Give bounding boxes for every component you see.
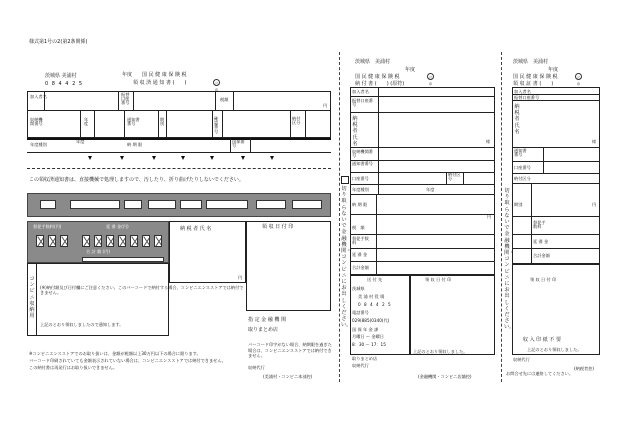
p3-received-note: 上記のとおり領収しました。 — [527, 347, 582, 352]
p2-r-postal: 0 8 4 4 2 5 — [358, 302, 392, 307]
p2-footer: (金融機関・コンビニ店舗控) — [418, 374, 472, 379]
p3-doc-title: 領 収 証 書 ( ) — [513, 81, 554, 87]
p2-r-address: 茨城県 — [352, 286, 365, 291]
grid-divider — [250, 138, 251, 153]
p2-address: 茨城県 美浦村 — [355, 59, 391, 65]
p2-agency: 取りまとめ店 — [352, 356, 378, 361]
perforation-line — [27, 168, 331, 169]
p3-year: 年度 — [548, 67, 559, 73]
grid-rule — [512, 248, 600, 249]
p2-subscriber-label: 加入者名 — [352, 89, 369, 94]
grid-rule — [512, 173, 600, 174]
p2-doc-title: 納 付 書 ( ) (原符) — [355, 81, 405, 87]
grid-rule — [27, 110, 331, 111]
transfer-fee-label: 督促手数料(円) — [33, 224, 62, 229]
amount-digit — [106, 235, 114, 247]
grid-divider — [118, 91, 119, 110]
grid-divider — [124, 110, 125, 138]
notice-no-label: 通知書番号 — [127, 117, 140, 127]
grid-thick-rule — [27, 138, 331, 140]
p3-account-label: 口座番号 — [514, 165, 531, 170]
grid-divider — [80, 110, 81, 138]
grid-divider — [446, 172, 447, 184]
received-note: 上記のとおり領収しましたので通知します。 — [40, 322, 124, 327]
footnote: ※コンビニエンスストアでのお取り扱いは、金額が税額以上30万円以下の場合に限ります。 — [29, 351, 201, 356]
footnote: この納付書は再発行はお取り扱いできません。 — [29, 365, 118, 370]
p2-taxpayer-label: 納 税 者 氏 名 — [352, 116, 358, 147]
p3-transfer-label: 振替口座番号 — [514, 95, 540, 100]
cut-mark-triangle — [120, 156, 124, 160]
grid-rule — [350, 172, 495, 173]
p3-taxpayer-label: 納 税 者 氏 名 — [514, 104, 520, 135]
payer-postal: 0 8 4 4 2 5 — [45, 81, 84, 87]
ocr-cell — [40, 200, 56, 209]
amount-digit — [94, 235, 102, 247]
p2-receipt-label: 領 収 日 付 印 — [425, 277, 452, 282]
cut-mark-triangle — [152, 156, 156, 160]
period-label: 期別 — [160, 117, 165, 127]
p3-fee-label: 督促手数料 — [533, 220, 546, 230]
bank-no-label: 収納機関番号 — [30, 117, 43, 127]
p2-bank-label: 収納機関番号 — [352, 149, 373, 159]
p2-r-hours-title: 国 保 年 金 課 — [352, 327, 379, 332]
grid-rule — [350, 261, 495, 262]
amount-digit — [36, 235, 44, 247]
p2-year: 年度 — [405, 67, 416, 73]
p2-r-office: 美 浦 村 役 場 — [358, 294, 385, 299]
p2-r-phone-no: 029(885)0340(代) — [352, 318, 390, 323]
subscriber-label: 加入者名 — [30, 94, 47, 99]
grid-divider — [305, 110, 306, 138]
grid-rule — [350, 214, 495, 215]
ocr-cell — [70, 200, 120, 209]
delay-label: 延 滞 金(円) — [106, 224, 129, 229]
grid-rule — [512, 100, 600, 101]
barcode-note-2: バーコード印字がない場合、納期限を過ぎた場合は、コンビニエンスストアでは納付できません。 — [248, 342, 332, 359]
cut-mark-triangle — [241, 156, 245, 160]
p2-delay-label: 延 滞 金 — [352, 252, 368, 257]
p2-due-label: 納 期 限 — [352, 202, 368, 207]
payer-name-label: 納 税 者 氏 名 — [180, 226, 212, 232]
footnote: バーコード印刷されていても金額表示されていない場合は、コンビニエンスストアでは納付できません。 — [29, 358, 226, 363]
p2-receipt-box — [410, 275, 495, 355]
grid-divider — [36, 263, 37, 336]
cut-mark-triangle — [181, 156, 185, 160]
p2-small-box — [341, 176, 349, 184]
grid-rule — [350, 112, 495, 113]
payer-name-yen: 円 — [238, 275, 243, 280]
cut-line — [339, 52, 340, 382]
grid-divider — [290, 110, 291, 138]
p2-year-type-label: 年度種別 — [352, 187, 369, 192]
panel1-footer: (美浦村・コンビニ本部控) — [263, 374, 313, 379]
notice-title: 領 収 済 通 知 書 ( ) — [133, 80, 187, 86]
category-label: 納付区分 — [292, 116, 301, 126]
ocr-cell — [124, 200, 142, 209]
p3-receipt-label: 領 収 日 付 印 — [530, 277, 557, 282]
p2-transfer-label: 振替口座番号 — [352, 98, 373, 108]
grid-divider — [233, 91, 234, 110]
grid-rule — [512, 183, 600, 184]
p2-r-phone: 電話番号 — [352, 310, 369, 315]
grid-divider — [543, 147, 544, 173]
p2-grid — [350, 87, 495, 275]
p2-notice-label: 通知書番号 — [352, 161, 373, 166]
grid-rule — [512, 216, 600, 217]
grid-divider — [531, 183, 532, 264]
p2-sama: 様 — [486, 139, 491, 144]
cut-line — [501, 52, 502, 382]
p2-r-hours: 月曜日 ～ 金曜日 — [352, 334, 384, 339]
p2-total-label: 合計金額 — [352, 265, 369, 270]
p3-tax-yen: 円 — [592, 202, 597, 207]
p2-r-time: 8：30 ～ 17：15 — [352, 342, 386, 347]
grid-divider — [158, 110, 159, 138]
p3-delay-label: 延 滞 金 — [533, 239, 549, 244]
p2-fee-label: 督促手数料 — [352, 236, 369, 246]
grid-rule — [350, 234, 495, 235]
grid-rule — [350, 248, 495, 249]
p3-footnote: お問合せ先には連絡してください。 — [506, 371, 574, 376]
grid-rule — [350, 184, 495, 185]
total-digits — [82, 257, 164, 262]
p3-footer: (納税者控) — [574, 366, 595, 371]
grid-rule — [27, 152, 331, 153]
transfer-no-label: 振替口座番号 — [121, 92, 130, 106]
ocr-cell — [180, 200, 202, 209]
tax-yen: 円 — [323, 103, 328, 108]
p3-vertical-note: 切り取らないで金融機関・コンビニにお出しください。 — [504, 188, 515, 331]
p3-address: 茨城県 美浦村 — [513, 59, 549, 65]
p3-sama: 様 — [592, 139, 597, 144]
ocr-cell — [292, 200, 322, 209]
receipt-date-label: 領 収 日 付 印 — [262, 224, 294, 230]
cvs-vertical-label: コンビニ収納用 — [29, 276, 35, 320]
p3-subscriber-label: 加入者名 — [514, 89, 531, 94]
grid-divider — [94, 110, 95, 138]
p3-period-label: 期別 — [514, 202, 523, 207]
receipt-date-box — [246, 221, 331, 311]
fiscal-year: 年度 — [122, 72, 133, 78]
cut-mark-triangle — [210, 156, 214, 160]
p3-tax-name: 国 民 健 康 保 険 税 — [513, 74, 558, 80]
designated-bank-label: 指 定 金 融 機 関 — [248, 317, 286, 323]
cut-mark-triangle — [88, 156, 92, 160]
confirm-no-label: 確認番号 — [214, 116, 219, 134]
amount-digit — [142, 235, 150, 247]
p2-recipient-label: 送 付 先 — [367, 277, 383, 282]
p2-account-label: 口座番号 — [352, 176, 369, 181]
amount-digit — [154, 235, 162, 247]
grid-divider — [222, 110, 223, 138]
p2-agent: 収納代行 — [352, 363, 369, 368]
grid-divider — [230, 138, 231, 153]
amount-digit — [118, 235, 126, 247]
tax-name: 国 民 健 康 保 険 税 — [142, 72, 187, 78]
payer-address: 茨城県 美浦村 — [45, 73, 77, 79]
grid-rule — [350, 147, 495, 148]
ocr-cell — [148, 200, 176, 209]
p2-tax-yen: 円 — [487, 214, 492, 219]
grid-divider — [378, 87, 379, 194]
grid-divider — [133, 91, 134, 110]
receiving-agent-label: 収納代行 — [248, 365, 265, 370]
year-label: 年度 — [84, 117, 89, 127]
amount-digit — [130, 235, 138, 247]
grid-rule — [350, 96, 495, 97]
grid-divider — [212, 110, 213, 138]
p3-notice-label: 通知書番号 — [514, 148, 527, 158]
grid-rule — [512, 161, 600, 162]
grid-rule — [350, 194, 495, 195]
form-grid-top — [27, 91, 331, 138]
total-label: 合 計 額 (円) — [86, 249, 111, 254]
p3-total-label: 合計金額 — [533, 253, 550, 258]
p2-tax-label: 税 額 — [352, 225, 365, 230]
form-title: 様式第1号の2(第2条関係) — [29, 39, 88, 45]
p2-vertical-note: 切り取らないで金融機関・コンビニにお出しください。 — [341, 186, 352, 329]
year-label-2: 年度 — [76, 139, 85, 144]
amount-digit — [60, 235, 68, 247]
machine-warning: この領収済通知書は、直接機械で処理しますので、汚したり、折り曲げたりしないでください。 — [29, 177, 244, 183]
year-type-label: 年度種別 — [30, 142, 47, 147]
tax-label: 税額 — [220, 97, 229, 102]
ocr-cell — [256, 200, 286, 209]
national-no-label: 国保番号 — [232, 139, 245, 149]
p2-seal: 公印 — [428, 75, 432, 86]
p2-year2: 年度 — [426, 187, 435, 192]
p3-category-label: 納付区分 — [514, 176, 531, 181]
grid-divider — [215, 91, 216, 110]
cut-mark-triangle — [270, 156, 274, 160]
grid-rule — [512, 234, 600, 235]
p2-tax-name: 国 民 健 康 保 険 税 — [355, 74, 400, 80]
p2-category-label: 納付区分 — [448, 172, 461, 182]
due-label: 納 期 限 — [127, 142, 143, 147]
ocr-cell — [206, 200, 248, 209]
agency-label: 取りまとめ店 — [248, 327, 279, 333]
p3-stamp-note: 収 入 印 紙 不 要 — [523, 337, 561, 343]
barcode-note: (※)納付額及び日付欄にご注意ください。このバーコードで納付する場合、コンビニエンスストアでは納付できません。 — [40, 285, 244, 295]
p3-seal: 公印 — [576, 75, 580, 86]
grid-divider — [166, 110, 167, 138]
official-seal: 公印 — [214, 81, 218, 92]
amount-digit — [48, 235, 56, 247]
grid-divider — [463, 172, 464, 184]
amount-digit — [82, 235, 90, 247]
p2-received-note: 上記のとおり領収しました。 — [413, 349, 468, 354]
p3-agent: 収納代行 — [513, 357, 530, 362]
